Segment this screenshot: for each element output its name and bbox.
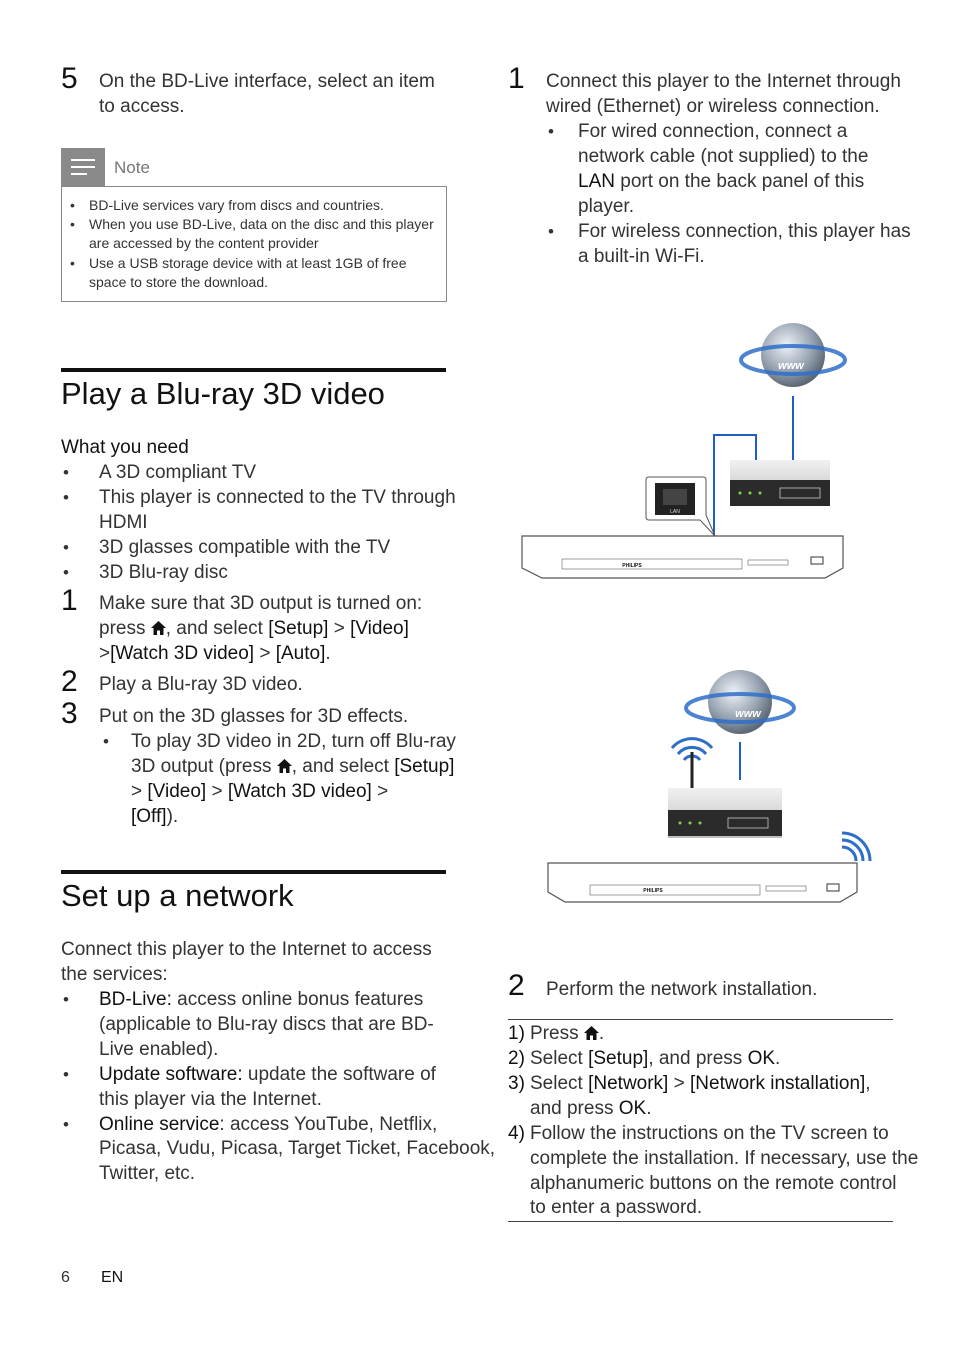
- sub-item: network cable (not supplied) to the: [578, 146, 869, 167]
- section-title: Set up a network: [61, 878, 294, 913]
- substep-text: Select [Setup], and press OK.: [530, 1048, 781, 1069]
- bluray-player-icon: [548, 863, 857, 902]
- sub-item: For wired connection, connect a: [578, 121, 848, 142]
- substep-text: and press OK.: [530, 1098, 652, 1119]
- page-number: 6: [61, 1269, 70, 1286]
- list-item: 3D Blu-ray disc: [99, 562, 228, 583]
- brand-label: PHILIPS: [622, 563, 642, 569]
- list-item: this player via the Internet.: [99, 1089, 322, 1110]
- note-item: are accessed by the content provider: [89, 235, 319, 251]
- step-number: 3: [61, 697, 78, 730]
- section-rule: [61, 368, 446, 372]
- list-item: BD-Live: access online bonus features: [99, 989, 424, 1010]
- brand-label: PHILIPS: [643, 888, 663, 894]
- note-item: BD-Live services vary from discs and countries.: [89, 197, 384, 213]
- language-label: EN: [101, 1269, 124, 1286]
- globe-icon: [686, 670, 794, 734]
- paragraph: the services:: [61, 964, 168, 985]
- substep-text: Follow the instructions on the TV screen to: [530, 1123, 889, 1144]
- step-text: press , and select [Setup] > [Video]: [99, 618, 409, 639]
- sub-item: For wireless connection, this player has: [578, 221, 911, 242]
- sub-item: a built-in Wi-Fi.: [578, 246, 705, 267]
- sub-item: [Off]).: [131, 806, 179, 827]
- home-icon: [151, 621, 166, 635]
- note-item: Use a USB storage device with at least 1GB of free: [89, 255, 407, 271]
- list-item: Picasa, Vudu, Picasa, Target Ticket, Facebook,: [99, 1138, 496, 1159]
- subheading: What you need: [61, 437, 189, 458]
- paragraph: Connect this player to the Internet to access: [61, 939, 432, 960]
- substep-text: complete the installation. If necessary, use the: [530, 1148, 919, 1169]
- note-icon: [61, 148, 105, 186]
- home-icon: [584, 1026, 599, 1040]
- sub-item: > [Video] > [Watch 3D video] >: [131, 781, 389, 802]
- divider: [508, 1221, 893, 1222]
- list-item: (applicable to Blu-ray discs that are BD-: [99, 1014, 434, 1035]
- wired-connection-illustration: [500, 310, 860, 590]
- step-number: 5: [61, 62, 78, 95]
- substep-text: alphanumeric buttons on the remote control: [530, 1173, 897, 1194]
- step-number: 2: [508, 969, 525, 1002]
- note-item: space to store the download.: [89, 274, 269, 290]
- sub-item: LAN port on the back panel of this: [578, 171, 865, 192]
- bluray-player-icon: [522, 536, 843, 578]
- wireless-connection-illustration: [540, 660, 885, 910]
- router-icon: [668, 788, 782, 838]
- globe-icon: [741, 323, 845, 387]
- step-number: 1: [61, 584, 78, 617]
- section-title: Play a Blu-ray 3D video: [61, 376, 385, 411]
- list-item: Live enabled).: [99, 1039, 219, 1060]
- substep-number: 4): [508, 1123, 525, 1144]
- sub-item: 3D output (press , and select [Setup]: [131, 756, 455, 777]
- step-text: wired (Ethernet) or wireless connection.: [546, 96, 880, 117]
- globe-label: www: [735, 708, 761, 720]
- substep-text: to enter a password.: [530, 1197, 703, 1218]
- substep-number: 3): [508, 1073, 525, 1094]
- section-rule: [61, 870, 446, 874]
- globe-label: www: [778, 360, 804, 372]
- list-item: A 3D compliant TV: [99, 462, 257, 483]
- note-item: When you use BD-Live, data on the disc and this player: [89, 216, 434, 232]
- step-number: 1: [508, 62, 525, 95]
- substep-text: Press .: [530, 1023, 605, 1044]
- list-item: Twitter, etc.: [99, 1163, 196, 1184]
- sub-item: player.: [578, 196, 634, 217]
- wifi-icon: [842, 833, 870, 861]
- sub-item: To play 3D video in 2D, turn off Blu-ray: [131, 731, 456, 752]
- substep-number: 2): [508, 1048, 525, 1069]
- lan-port-icon: [646, 477, 715, 536]
- list-item: This player is connected to the TV through: [99, 487, 456, 508]
- router-icon: [730, 460, 830, 506]
- step-text: Connect this player to the Internet through: [546, 71, 901, 92]
- home-icon: [277, 759, 292, 773]
- step-text: Perform the network installation.: [546, 979, 818, 1000]
- divider: [508, 1019, 893, 1020]
- step-text: Make sure that 3D output is turned on:: [99, 593, 423, 614]
- lan-label: LAN: [670, 509, 680, 515]
- substep-number: 1): [508, 1023, 525, 1044]
- note-title: Note: [114, 158, 150, 177]
- list-item: HDMI: [99, 512, 148, 533]
- substep-text: Select [Network] > [Network installation],: [530, 1073, 871, 1094]
- list-item: Online service: access YouTube, Netflix,: [99, 1114, 438, 1135]
- step-text: Put on the 3D glasses for 3D effects.: [99, 706, 409, 727]
- step-text: Play a Blu-ray 3D video.: [99, 674, 303, 695]
- step-text: to access.: [99, 96, 185, 117]
- list-item: Update software: update the software of: [99, 1064, 436, 1085]
- list-item: 3D glasses compatible with the TV: [99, 537, 391, 558]
- step-text: >[Watch 3D video] > [Auto].: [99, 643, 331, 664]
- step-text: On the BD-Live interface, select an item: [99, 71, 435, 92]
- step-number: 2: [61, 665, 78, 698]
